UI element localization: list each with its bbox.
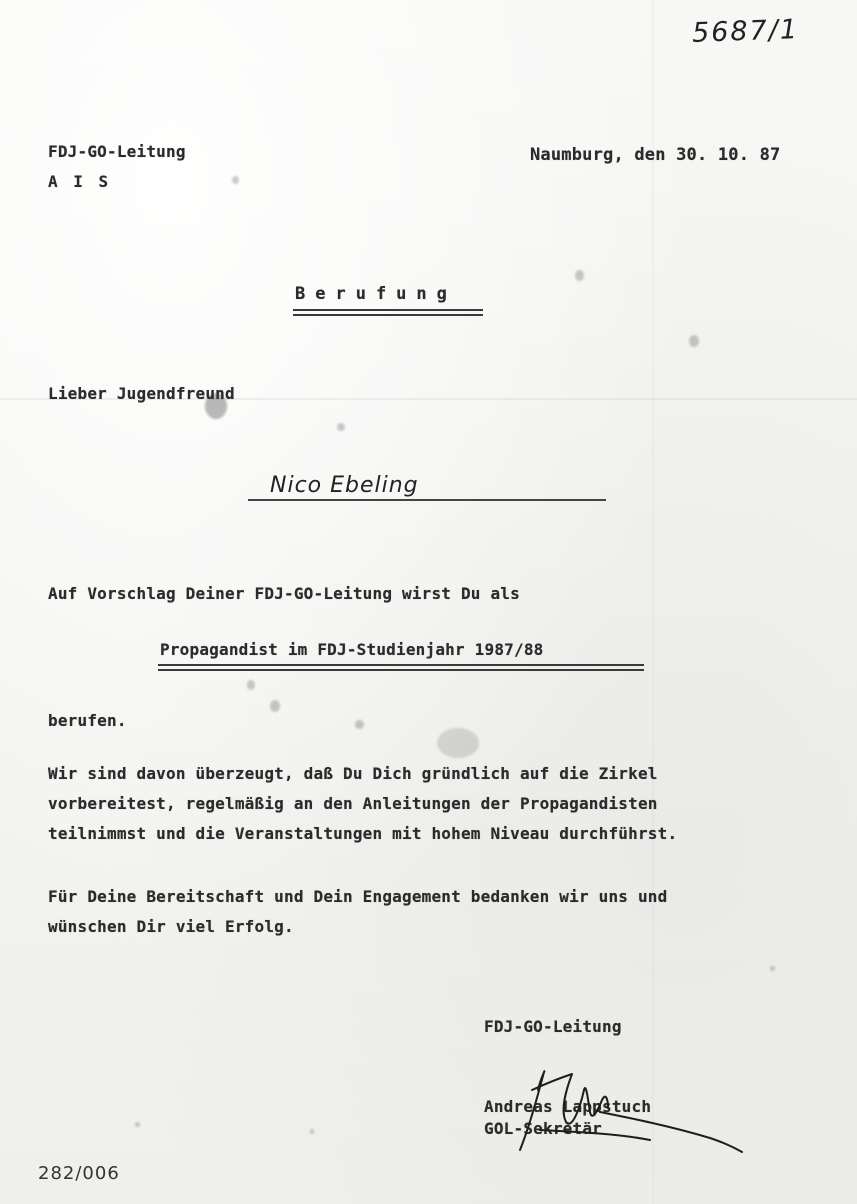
- recipient-name: Nico Ebeling: [270, 473, 419, 498]
- appointment-intro: Auf Vorschlag Deiner FDJ-GO-Leitung wirst Du als: [48, 584, 520, 603]
- role-underline-second: [158, 669, 644, 671]
- footer-code: 282/006: [38, 1163, 120, 1184]
- signatory-name: Andreas Lappstuch: [484, 1097, 652, 1116]
- sender-organization: FDJ-GO-Leitung: [48, 142, 186, 161]
- ink-stain: [270, 700, 280, 712]
- archive-number: 5687/1: [691, 14, 800, 49]
- paper-fold-vertical: [652, 0, 654, 1204]
- ink-stain: [437, 728, 479, 758]
- ink-stain: [689, 335, 699, 347]
- appointment-role: Propagandist im FDJ-Studienjahr 1987/88: [160, 640, 544, 659]
- ink-stain: [135, 1122, 140, 1127]
- ink-stain: [770, 966, 775, 971]
- ink-stain: [232, 176, 239, 184]
- ink-stain: [337, 423, 345, 431]
- role-underline: [158, 664, 644, 666]
- recipient-name-line: [248, 499, 606, 501]
- ink-stain: [310, 1129, 314, 1134]
- ink-stain: [247, 680, 255, 690]
- paragraph-1-line-2: vorbereitest, regelmäßig an den Anleitungen der Propagandisten: [48, 794, 658, 813]
- salutation: Lieber Jugendfreund: [48, 384, 235, 403]
- paragraph-2-line-2: wünschen Dir viel Erfolg.: [48, 917, 294, 936]
- closing-organization: FDJ-GO-Leitung: [484, 1017, 622, 1036]
- ink-stain: [355, 720, 364, 729]
- sender-section: A I S: [48, 172, 112, 191]
- title-underline-second: [293, 314, 483, 316]
- place-date: Naumburg, den 30. 10. 87: [530, 145, 781, 165]
- paragraph-1-line-3: teilnimmst und die Veranstaltungen mit hohem Niveau durchführst.: [48, 824, 678, 843]
- paragraph-1-line-1: Wir sind davon überzeugt, daß Du Dich gründlich auf die Zirkel: [48, 764, 658, 783]
- title-underline: [293, 309, 483, 311]
- signature-scribble: [480, 1060, 750, 1160]
- signatory-position: GOL-Sekretär: [484, 1119, 602, 1138]
- document-title: Berufung: [295, 284, 457, 304]
- appointment-closing: berufen.: [48, 711, 127, 730]
- ink-stain: [575, 270, 584, 281]
- paragraph-2-line-1: Für Deine Bereitschaft und Dein Engagement bedanken wir uns und: [48, 887, 668, 906]
